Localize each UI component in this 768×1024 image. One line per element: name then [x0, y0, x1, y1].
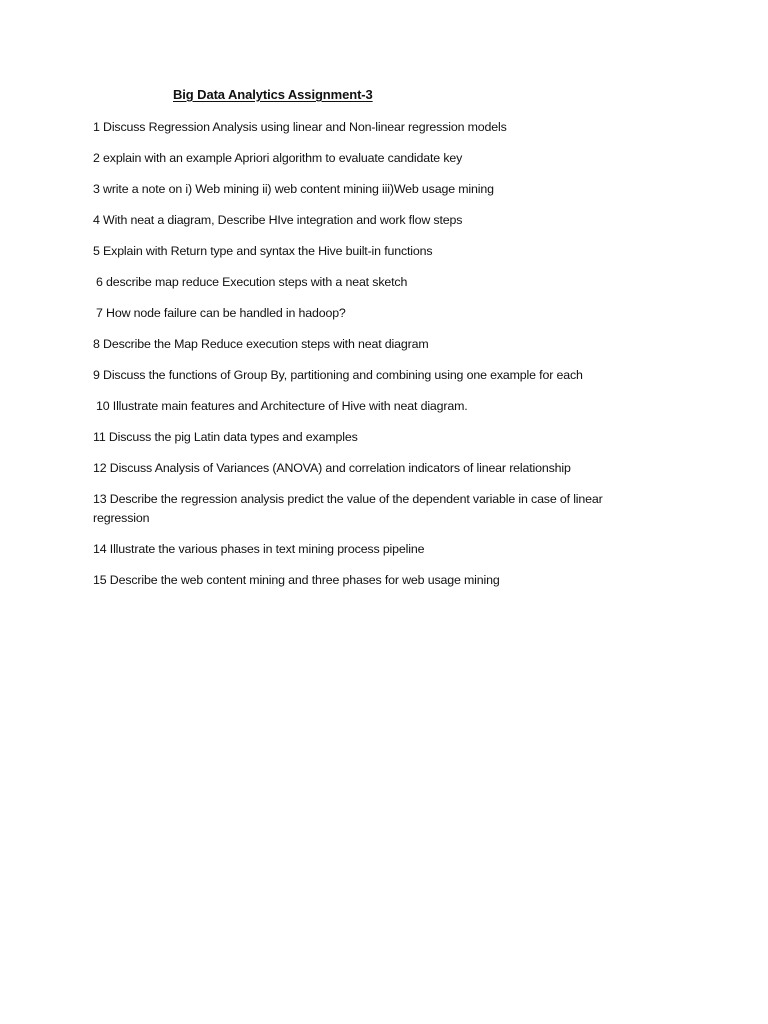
question-item-15: 15 Describe the web content mining and three phases for web usage mining	[93, 573, 500, 587]
question-item-8: 8 Describe the Map Reduce execution steps with neat diagram	[93, 337, 429, 351]
question-item-9: 9 Discuss the functions of Group By, partitioning and combining using one example for each	[93, 368, 583, 382]
question-item-10: 10 Illustrate main features and Architecture of Hive with neat diagram.	[96, 399, 468, 413]
question-list	[93, 118, 653, 602]
question-item-5: 5 Explain with Return type and syntax the Hive built-in functions	[93, 244, 433, 258]
question-item-6: 6 describe map reduce Execution steps with a neat sketch	[96, 275, 408, 289]
document-title: Big Data Analytics Assignment-3	[173, 87, 373, 102]
question-item-11: 11 Discuss the pig Latin data types and examples	[93, 430, 358, 444]
question-item-3: 3 write a note on i) Web mining ii) web content mining iii)Web usage mining	[93, 182, 494, 196]
question-item-2: 2 explain with an example Apriori algorithm to evaluate candidate key	[93, 151, 463, 165]
question-item-13: 13 Describe the regression analysis predict the value of the dependent variable in case of linear regression	[93, 492, 603, 525]
question-item-1: 1 Discuss Regression Analysis using linear and Non-linear regression models	[93, 120, 507, 134]
question-item-12: 12 Discuss Analysis of Variances (ANOVA) and correlation indicators of linear relationship	[93, 461, 571, 475]
question-item-4: 4 With neat a diagram, Describe HIve integration and work flow steps	[93, 213, 463, 227]
question-item-7: 7 How node failure can be handled in hadoop?	[96, 306, 346, 320]
question-item-14: 14 Illustrate the various phases in text mining process pipeline	[93, 542, 425, 556]
